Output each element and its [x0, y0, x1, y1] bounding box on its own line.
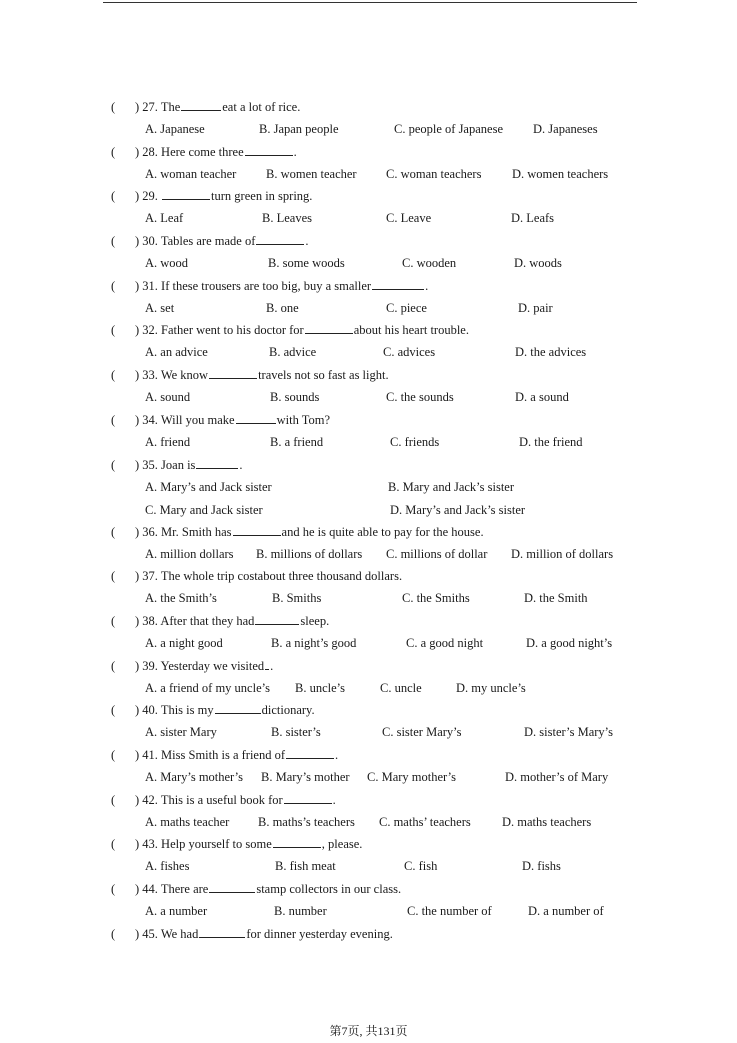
- question-text-after: eat a lot of rice.: [222, 100, 301, 114]
- question-list: [0, 97, 737, 968]
- option-a: A. Mary’s and Jack sister: [145, 479, 272, 494]
- option-c: C. friends: [390, 434, 440, 449]
- question-37: [0, 566, 737, 611]
- option-b: B. a friend: [270, 434, 324, 449]
- question-stem: [111, 700, 315, 720]
- question-28: [0, 142, 737, 187]
- question-stem: [111, 611, 329, 631]
- option-b: B. millions of dollars: [256, 546, 363, 561]
- question-text-after: sleep.: [300, 613, 330, 628]
- option-c: C. Leave: [386, 211, 432, 226]
- answer-paren: (: [111, 792, 116, 807]
- options-row: [0, 812, 737, 832]
- question-stem: [111, 924, 393, 944]
- question-43: [0, 834, 737, 879]
- option-d: D. the Smith: [524, 591, 588, 606]
- question-27: [0, 97, 737, 142]
- answer-paren: (: [111, 144, 116, 159]
- option-c: C. Mary and Jack sister: [145, 502, 263, 517]
- option-a: A. woman teacher: [145, 166, 237, 181]
- option-b: B. Mary’s mother: [261, 769, 350, 784]
- question-number: ) 37.: [135, 569, 161, 584]
- option-c: C. the sounds: [386, 390, 454, 405]
- question-stem: [111, 97, 300, 117]
- question-number: ) 36.: [135, 524, 162, 539]
- question-text-before: After that they had: [160, 613, 255, 628]
- question-text-after: for dinner yesterday evening.: [246, 926, 393, 941]
- question-number: ) 45.: [135, 926, 161, 941]
- option-c: C. piece: [386, 300, 427, 315]
- option-a: A. a night good: [145, 635, 223, 650]
- options-row: [0, 208, 737, 228]
- question-stem: [111, 142, 297, 162]
- answer-paren: (: [111, 323, 116, 338]
- answer-paren: (: [111, 703, 116, 718]
- question-stem: [111, 320, 469, 340]
- option-b: B. number: [274, 904, 327, 918]
- option-b: B. Leaves: [262, 211, 312, 226]
- question-40: [0, 700, 737, 745]
- answer-blank: [196, 455, 238, 469]
- question-text-before: We know: [160, 368, 209, 383]
- option-a: A. million dollars: [145, 546, 234, 561]
- option-c: C. millions of dollar: [386, 546, 488, 561]
- options-row: [0, 298, 737, 318]
- question-number: ) 31.: [135, 278, 162, 293]
- question-35: [0, 455, 737, 522]
- option-c: C. the number of: [407, 904, 492, 918]
- answer-blank: [255, 611, 299, 625]
- question-text-after: and he is quite able to pay for the house.: [281, 524, 484, 539]
- question-36: [0, 522, 737, 567]
- question-stem: [111, 745, 338, 765]
- question-text-before: Yesterday we visited: [160, 658, 265, 673]
- options-row: [0, 164, 737, 184]
- options-row: [0, 500, 737, 520]
- question-stem: [111, 231, 309, 251]
- question-stem: [111, 365, 389, 385]
- options-row: [0, 633, 737, 653]
- option-b: B. some woods: [268, 256, 345, 271]
- option-b: B. Mary and Jack’s sister: [388, 479, 515, 494]
- question-stem: [111, 410, 330, 430]
- option-d: D. Mary’s and Jack’s sister: [390, 502, 526, 517]
- question-stem: [111, 455, 243, 475]
- answer-blank: [236, 410, 276, 424]
- question-number: ) 29.: [135, 189, 162, 204]
- options-row: [0, 767, 737, 787]
- answer-paren: (: [111, 189, 116, 204]
- answer-blank: [233, 522, 281, 536]
- options-row: [0, 253, 737, 273]
- answer-blank: [199, 924, 245, 938]
- option-d: D. women teachers: [512, 166, 609, 181]
- question-text-after: , please.: [321, 837, 363, 852]
- question-stem: [111, 879, 401, 899]
- option-d: D. fishs: [522, 859, 561, 874]
- question-number: ) 34.: [135, 412, 161, 427]
- question-number: ) 28.: [135, 144, 162, 159]
- question-text-after: dictionary.: [261, 703, 315, 718]
- question-text-after: with Tom?: [276, 412, 331, 427]
- question-number: ) 39.: [135, 658, 161, 673]
- question-number: ) 35.: [135, 457, 162, 472]
- option-a: A. an advice: [145, 345, 208, 360]
- question-text-before: The: [160, 100, 181, 114]
- option-a: A. the Smith’s: [145, 591, 217, 606]
- question-30: [0, 231, 737, 276]
- question-stem: [111, 834, 362, 854]
- answer-paren: (: [111, 278, 116, 293]
- option-a: A. a number: [145, 904, 208, 918]
- question-text-after: turn green in spring.: [211, 189, 313, 204]
- answer-paren: (: [111, 100, 116, 114]
- answer-blank: [256, 231, 304, 245]
- question-39: [0, 656, 737, 701]
- option-b: B. women teacher: [266, 166, 357, 181]
- question-number: ) 41.: [135, 747, 162, 762]
- option-a: A. a friend of my uncle’s: [145, 680, 270, 695]
- options-row: [0, 477, 737, 497]
- question-text-after: about three thousand dollars.: [257, 569, 403, 584]
- answer-paren: (: [111, 234, 116, 249]
- option-b: B. Smiths: [272, 591, 322, 606]
- question-text-after: .: [332, 792, 336, 807]
- option-d: D. Leafs: [511, 211, 555, 226]
- question-text-after: .: [305, 234, 309, 249]
- question-29: [0, 186, 737, 231]
- option-d: D. a sound: [515, 390, 569, 405]
- answer-blank: [305, 320, 353, 334]
- question-44: [0, 879, 737, 924]
- options-row: [0, 342, 737, 362]
- option-d: D. million of dollars: [511, 546, 614, 561]
- option-b: B. a night’s good: [271, 635, 357, 650]
- question-text-before: There are: [160, 882, 209, 896]
- options-row: [0, 544, 737, 564]
- option-a: A. friend: [145, 434, 191, 449]
- option-b: B. one: [266, 300, 299, 315]
- answer-blank: [215, 700, 261, 714]
- options-row: [0, 119, 737, 139]
- answer-blank: [273, 834, 321, 848]
- option-c: C. maths’ teachers: [379, 814, 471, 829]
- option-d: D. my uncle’s: [456, 680, 526, 695]
- question-number: ) 33.: [135, 368, 161, 383]
- options-row: [0, 588, 737, 608]
- answer-blank: [286, 745, 334, 759]
- option-a: A. Leaf: [145, 211, 184, 226]
- question-41: [0, 745, 737, 790]
- option-b: B. sister’s: [271, 725, 321, 740]
- option-d: D. woods: [514, 256, 562, 271]
- question-text-before: Here come three: [161, 144, 244, 159]
- answer-blank: [284, 790, 332, 804]
- option-c: C. uncle: [380, 680, 422, 695]
- question-text-after: .: [239, 457, 243, 472]
- answer-blank: [209, 365, 257, 379]
- option-d: D. pair: [518, 300, 553, 315]
- option-d: D. a number of: [528, 904, 604, 918]
- answer-paren: (: [111, 613, 116, 628]
- option-c: C. the Smiths: [402, 591, 470, 606]
- answer-blank: [245, 142, 293, 156]
- options-row: [0, 722, 737, 742]
- question-33: [0, 365, 737, 410]
- option-a: A. fishes: [145, 859, 190, 874]
- option-c: C. sister Mary’s: [382, 725, 462, 740]
- options-row: [0, 387, 737, 407]
- question-text-before: If these trousers are too big, buy a smaller: [161, 278, 372, 293]
- option-a: A. sister Mary: [145, 725, 217, 740]
- answer-paren: (: [111, 882, 116, 896]
- option-b: B. maths’s teachers: [258, 814, 355, 829]
- question-31: [0, 276, 737, 321]
- options-row: [0, 678, 737, 698]
- question-stem: [111, 656, 273, 676]
- answer-blank: [162, 186, 210, 200]
- question-text-after: stamp collectors in our class.: [256, 882, 402, 896]
- question-text-after: about his heart trouble.: [353, 323, 469, 338]
- question-text-after: .: [335, 747, 339, 762]
- question-number: ) 30.: [135, 234, 161, 249]
- option-a: A. Mary’s mother’s: [145, 769, 244, 784]
- answer-paren: (: [111, 747, 116, 762]
- question-38: [0, 611, 737, 656]
- question-number: ) 32.: [135, 323, 162, 338]
- answer-blank: [372, 276, 424, 290]
- option-d: D. the friend: [519, 434, 583, 449]
- question-34: [0, 410, 737, 455]
- answer-paren: (: [111, 368, 116, 383]
- question-text-before: Miss Smith is a friend of: [161, 747, 286, 762]
- question-number: ) 38.: [135, 613, 161, 628]
- question-stem: [111, 522, 484, 542]
- options-row: [0, 856, 737, 876]
- option-b: B. Japan people: [259, 122, 339, 136]
- option-d: D. the advices: [515, 345, 587, 360]
- option-c: C. advices: [383, 345, 436, 360]
- question-stem: [111, 790, 336, 810]
- question-number: ) 44.: [135, 882, 161, 896]
- answer-paren: (: [111, 457, 116, 472]
- question-text-before: We had: [160, 926, 199, 941]
- top-rule: [103, 2, 637, 3]
- question-text-before: The whole trip cost: [160, 569, 258, 584]
- page-footer: 第7页, 共131页: [329, 1024, 408, 1038]
- options-row: [0, 432, 737, 452]
- option-b: B. fish meat: [275, 859, 336, 874]
- option-a: A. set: [145, 300, 175, 315]
- answer-paren: (: [111, 658, 116, 673]
- option-a: A. maths teacher: [145, 814, 230, 829]
- answer-paren: (: [111, 524, 116, 539]
- question-stem: [111, 566, 402, 586]
- answer-paren: (: [111, 569, 116, 584]
- question-45: [0, 924, 737, 969]
- option-c: C. wooden: [402, 256, 457, 271]
- question-text-before: Joan is: [161, 457, 196, 472]
- question-text-after: travels not so fast as light.: [258, 368, 389, 383]
- question-text-before: Father went to his doctor for: [161, 323, 304, 338]
- question-text-before: Help yourself to some: [161, 837, 272, 852]
- answer-blank: [265, 656, 269, 670]
- question-text-after: .: [425, 278, 429, 293]
- answer-blank: [209, 879, 255, 893]
- question-text-before: Mr. Smith has: [161, 524, 232, 539]
- answer-paren: (: [111, 837, 116, 852]
- question-text-after: .: [270, 658, 274, 673]
- question-stem: [111, 276, 428, 296]
- question-number: ) 43.: [135, 837, 162, 852]
- question-text-before: Tables are made of: [160, 234, 256, 249]
- option-d: D. sister’s Mary’s: [524, 725, 614, 740]
- option-c: C. fish: [404, 859, 438, 874]
- option-d: D. a good night’s: [526, 635, 613, 650]
- option-c: C. woman teachers: [386, 166, 482, 181]
- options-row: [0, 901, 737, 921]
- question-text-after: .: [293, 144, 297, 159]
- option-c: C. people of Japanese: [394, 122, 503, 136]
- option-d: D. mother’s of Mary: [505, 769, 609, 784]
- answer-paren: (: [111, 412, 116, 427]
- answer-paren: (: [111, 926, 116, 941]
- question-stem: [111, 186, 312, 206]
- question-42: [0, 790, 737, 835]
- option-d: D. Japaneses: [533, 122, 598, 136]
- option-b: B. uncle’s: [295, 680, 345, 695]
- question-text-before: This is a useful book for: [160, 792, 283, 807]
- question-text-before: Will you make: [160, 412, 235, 427]
- question-number: ) 42.: [135, 792, 161, 807]
- option-c: C. Mary mother’s: [367, 769, 456, 784]
- question-number: ) 27.: [135, 100, 161, 114]
- option-a: A. wood: [145, 256, 189, 271]
- question-text-before: This is my: [160, 703, 214, 718]
- question-32: [0, 320, 737, 365]
- option-a: A. Japanese: [145, 122, 205, 136]
- question-number: ) 40.: [135, 703, 161, 718]
- option-c: C. a good night: [406, 635, 484, 650]
- option-b: B. advice: [269, 345, 317, 360]
- option-b: B. sounds: [270, 390, 320, 405]
- answer-blank: [181, 97, 221, 111]
- option-a: A. sound: [145, 390, 191, 405]
- option-d: D. maths teachers: [502, 814, 592, 829]
